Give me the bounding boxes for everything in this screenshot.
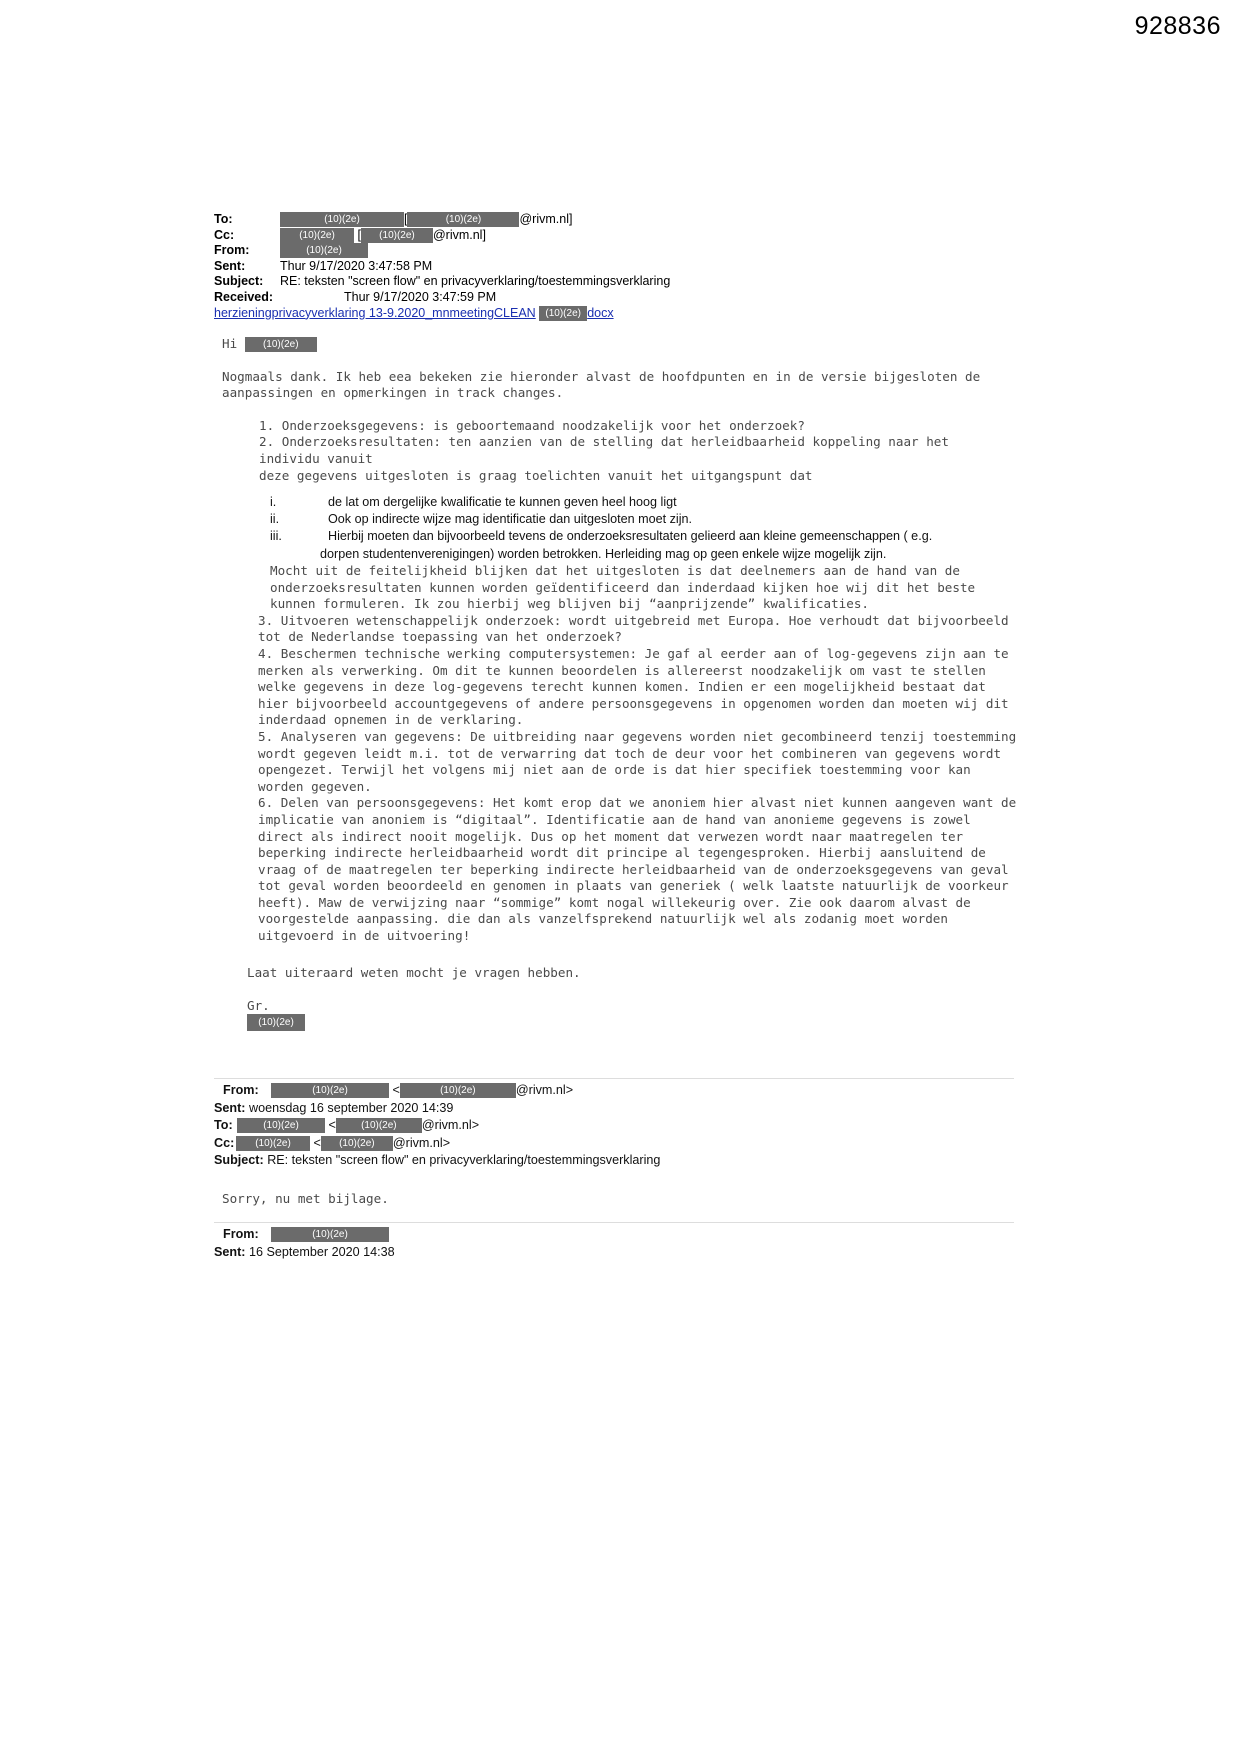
quoted-to-label: To: (214, 1118, 233, 1133)
redaction: (10)(2e) (271, 1083, 389, 1098)
received-label: Received: (214, 289, 274, 304)
quoted-sent-label: Sent: (214, 1100, 246, 1115)
redaction: (10)(2e) (280, 212, 404, 227)
roman-item (270, 528, 1010, 545)
quoted-from-row (214, 1082, 660, 1100)
quoted-from-label: From: (223, 1083, 259, 1097)
quoted-sent-row (214, 1100, 660, 1118)
quoted-subject-value: RE: teksten "screen flow" en privacyverklaring/toestemmingsverklaring (267, 1153, 661, 1168)
quoted-to-row (214, 1117, 660, 1135)
divider (214, 1222, 1014, 1223)
roman-number: iii. (270, 529, 282, 544)
sent-value: Thur 9/17/2020 3:47:58 PM (280, 258, 433, 273)
item-2-line-1: 2. Onderzoeksresultaten: ten aanzien van de stelling dat herleidbaarheid koppeling naar het individu vanuit (259, 434, 949, 466)
email-header (214, 212, 670, 321)
quoted-header-1 (214, 1082, 660, 1170)
cc-row (214, 228, 670, 244)
intro-paragraph: Nogmaals dank. Ik heb eea bekeken zie hieronder alvast de hoofdpunten en in de versie bijgesloten de aanpassingen en opmerkingen in track changes. (222, 368, 981, 401)
email-suffix: @rivm.nl> (392, 1135, 451, 1150)
quoted2-sent-value: 16 September 2020 14:38 (248, 1244, 395, 1259)
quoted-body-1: Sorry, nu met bijlage. (222, 1191, 389, 1206)
item-2-line-2: deze gegevens uitgesloten is graag toelichten vanuit het uitgangspunt dat (259, 467, 813, 483)
redaction: (10)(2e) (321, 1136, 393, 1151)
redaction: (10)(2e) (539, 306, 587, 321)
email-suffix: @rivm.nl] (432, 227, 486, 242)
item-2-conclusion: Mocht uit de feitelijkheid blijken dat het uitgesloten is dat deelnemers aan de hand van de onderzoeksresultaten kunnen worden geïdentificeerd dan inderdaad kijken hoe wij dit het beste kunnen formuleren. Ik zou hierbij weg blijven bij “aanprijzende” kwalificaties. (270, 563, 976, 612)
attachment-link[interactable]: herzieningprivacyverklaring 13-9.2020_mnmeetingCLEAN (214, 305, 536, 320)
greeting-line (222, 336, 1012, 353)
sent-row (214, 259, 670, 275)
roman-text: de lat om dergelijke kwalificatie te kunnen geven heel hoog ligt (328, 495, 677, 509)
roman-number: ii. (270, 512, 280, 527)
redaction: (10)(2e) (280, 228, 354, 243)
divider (214, 1078, 1014, 1079)
subject-label: Subject: (214, 274, 264, 289)
attachment-link-suffix[interactable]: docx (587, 305, 614, 320)
received-row (214, 290, 670, 306)
redaction: (10)(2e) (407, 212, 519, 227)
roman-item (270, 494, 1010, 511)
quoted2-from-label: From: (223, 1227, 259, 1241)
item-1: 1. Onderzoeksgegevens: is geboortemaand noodzakelijk voor het onderzoek? (259, 417, 805, 433)
sent-label: Sent: (214, 258, 246, 273)
angle-bracket: < (328, 1118, 336, 1133)
signoff: Gr. (247, 997, 270, 1013)
item-4: 4. Beschermen technische werking computersystemen: Je gaf al eerder aan of log-gegevens zijn aan te merken als verwerking. Om dit te kunnen beoordelen is allereerst noodzakelijk om vast te stellen welke gegevens in deze log-gegevens terecht kunnen komen. Indien er een mogelijkheid bestaat dat hier bijvoorbeeld accountgegevens of andere persoonsgegevens in opgenomen worden dan moeten wij dit inderdaad opnemen in de verklaring. (258, 645, 1009, 728)
redaction: (10)(2e) (361, 228, 433, 243)
document-number: 928836 (1134, 12, 1221, 40)
signature-redaction-wrap (247, 1014, 581, 1031)
attachment-row[interactable] (214, 306, 670, 322)
angle-bracket: < (313, 1135, 321, 1150)
quoted-header-2 (214, 1226, 395, 1261)
roman-continuation: dorpen studentenverenigingen) worden betrokken. Herleiding mag op geen enkele wijze mogelijk zijn. (320, 546, 887, 561)
roman-item (270, 511, 1010, 528)
subject-value: RE: teksten "screen flow" en privacyverklaring/toestemmingsverklaring (280, 274, 671, 289)
quoted2-sent-label: Sent: (214, 1244, 246, 1259)
received-value: Thur 9/17/2020 3:47:59 PM (344, 289, 497, 304)
roman-list (270, 494, 1010, 563)
bracket: [ (357, 227, 361, 242)
email-suffix: @rivm.nl] (519, 212, 573, 226)
angle-bracket: < (392, 1083, 400, 1097)
redaction: (10)(2e) (280, 243, 368, 258)
closing-line: Laat uiteraard weten mocht je vragen hebben. (247, 965, 581, 980)
closing-block (247, 965, 581, 1031)
quoted-subject-label: Subject: (214, 1153, 264, 1168)
quoted-cc-label: Cc: (214, 1135, 235, 1150)
item-3: 3. Uitvoeren wetenschappelijk onderzoek: wordt uitgebreid met Europa. Hoe verhoudt dat bijvoorbeeld tot de Nederlandse toepassing van het onderzoek? (258, 612, 1009, 645)
redaction: (10)(2e) (245, 337, 317, 352)
redaction: (10)(2e) (271, 1227, 389, 1242)
quoted2-from-row (214, 1226, 395, 1244)
to-label: To: (214, 212, 233, 226)
email-suffix: @rivm.nl> (421, 1118, 480, 1133)
roman-number: i. (270, 495, 277, 509)
roman-text: Ook op indirecte wijze mag identificatie dan uitgesloten moet zijn. (328, 512, 693, 527)
quoted2-sent-row (214, 1244, 395, 1262)
roman-text: Hierbij moeten dan bijvoorbeeld tevens de onderzoeksresultaten gelieerd aan kleine gemeenschappen ( e.g. (328, 529, 933, 544)
bracket: [ (404, 212, 408, 226)
item-6: 6. Delen van persoonsgegevens: Het komt erop dat we anoniem hier alvast niet kunnen aangeven want de implicatie van anoniem is “digitaal”. Identificatie aan de hand van anonieme gegevens is zowel direct als indirect nooit mogelijk. Dus op het moment dat verwezen wordt naar maatregelen ter beperking indirecte herleidbaarheid wordt dit principe al tegengesproken. Hierbij aansluitend de vraag of de maatregelen ter beperking indirecte herleidbaarheid van de onderzoeksgegevens van geval tot geval worden beoordeeld en genomen in plaats van generiek ( welk laatste natuurlijk de voorkeur heeft). Maw de verwijzing naar “sommige” komt nogal willekeurig over. Zie ook daarom alvast de voorgestelde aanpassing. die dan als vanzelfsprekend natuurlijk wel als zodanig moet worden uitgevoerd in de uitvoering! (258, 795, 1017, 944)
redaction: (10)(2e) (336, 1118, 422, 1133)
email-body-continued (258, 563, 1018, 945)
quoted-subject-row (214, 1152, 660, 1170)
redaction: (10)(2e) (237, 1118, 325, 1133)
subject-row (214, 274, 670, 290)
redaction: (10)(2e) (400, 1083, 516, 1098)
cc-label: Cc: (214, 227, 235, 242)
email-body (222, 336, 1012, 484)
to-row (214, 212, 670, 228)
quoted-sent-value: woensdag 16 september 2020 14:39 (248, 1100, 454, 1115)
redaction: (10)(2e) (236, 1136, 310, 1151)
redaction: (10)(2e) (247, 1014, 305, 1031)
quoted-cc-row (214, 1135, 660, 1153)
email-suffix: @rivm.nl> (515, 1083, 574, 1097)
from-label: From: (214, 243, 250, 258)
greeting: Hi (222, 336, 238, 351)
from-row (214, 243, 670, 259)
item-5: 5. Analyseren van gegevens: De uitbreiding naar gegevens worden niet gecombineerd tenzij toestemming wordt gegeven leidt m.i. tot de verwarring dat toch de deur voor het combineren van gegevens wordt opengezet. Terwijl het volgens mij niet aan de orde is dat hier specifiek toestemming voor kan worden gegeven. (258, 728, 1017, 794)
